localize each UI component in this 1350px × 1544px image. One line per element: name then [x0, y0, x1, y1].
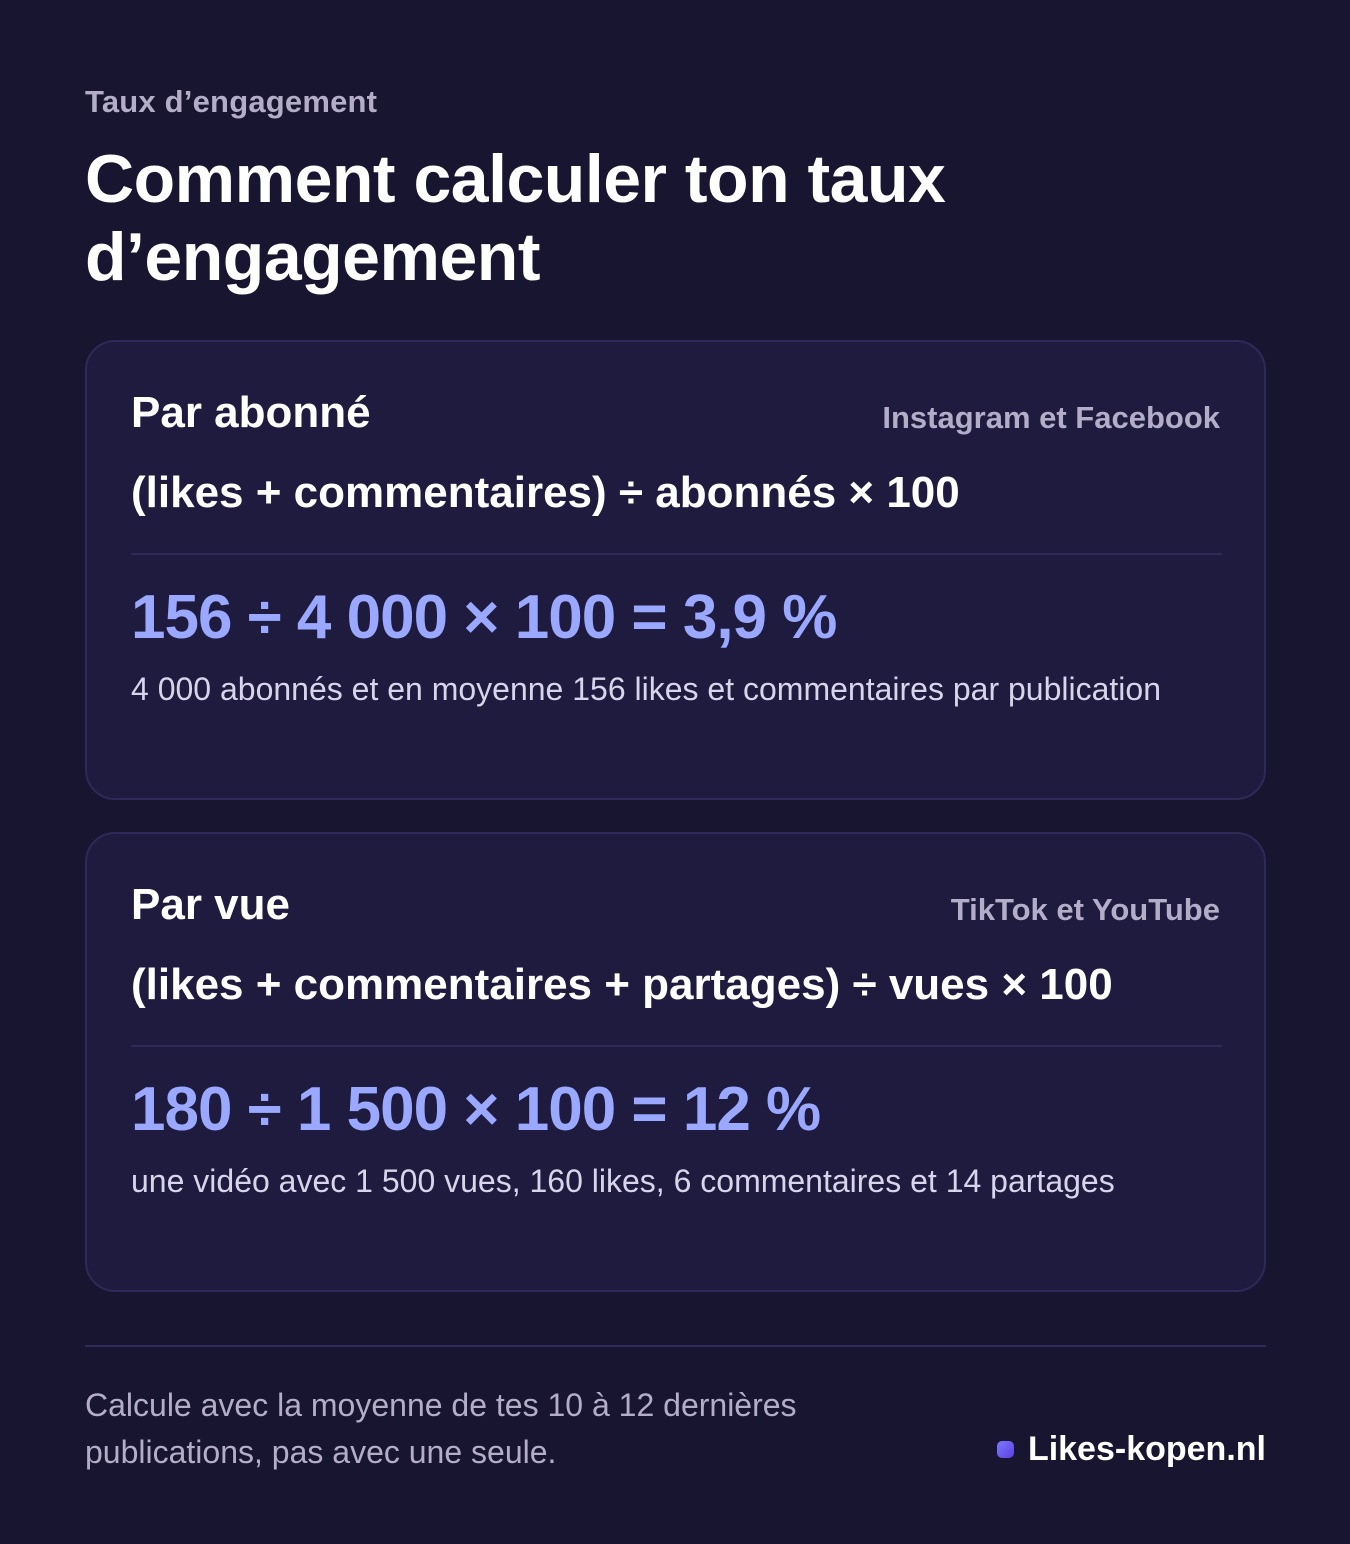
eyebrow-label: Taux d’engagement: [85, 84, 378, 119]
brand-name: Likes-kopen.nl: [1027, 1430, 1266, 1468]
card-divider: [131, 1045, 1222, 1047]
card-formula: (likes + commentaires) ÷ abonnés × 100: [131, 468, 960, 517]
page-title: Comment calculer ton taux d’engagement: [85, 141, 946, 295]
card-note: 4 000 abonnés et en moyenne 156 likes et commentaires par publication: [131, 671, 1161, 707]
brand-dot-icon: [997, 1441, 1014, 1458]
card-platforms: Instagram et Facebook: [882, 400, 1220, 435]
card-per-view: [85, 832, 1266, 1292]
card-per-follower: [85, 340, 1266, 800]
card-example-calculation: 180 ÷ 1 500 × 100 = 12 %: [131, 1075, 821, 1144]
card-divider: [131, 553, 1222, 555]
infographic: [85, 0, 1266, 1544]
card-formula: (likes + commentaires + partages) ÷ vues × 100: [131, 960, 1113, 1009]
footer-divider: [85, 1345, 1266, 1347]
footer-tip: Calcule avec la moyenne de tes 10 à 12 dernières publications, pas avec une seule.: [85, 1387, 797, 1470]
card-example-calculation: 156 ÷ 4 000 × 100 = 3,9 %: [131, 583, 837, 652]
card-note: une vidéo avec 1 500 vues, 160 likes, 6 commentaires et 14 partages: [131, 1163, 1115, 1199]
card-title: Par vue: [131, 880, 290, 929]
card-platforms: TikTok et YouTube: [950, 892, 1220, 927]
card-title: Par abonné: [131, 388, 371, 437]
brand: [997, 1430, 1266, 1469]
